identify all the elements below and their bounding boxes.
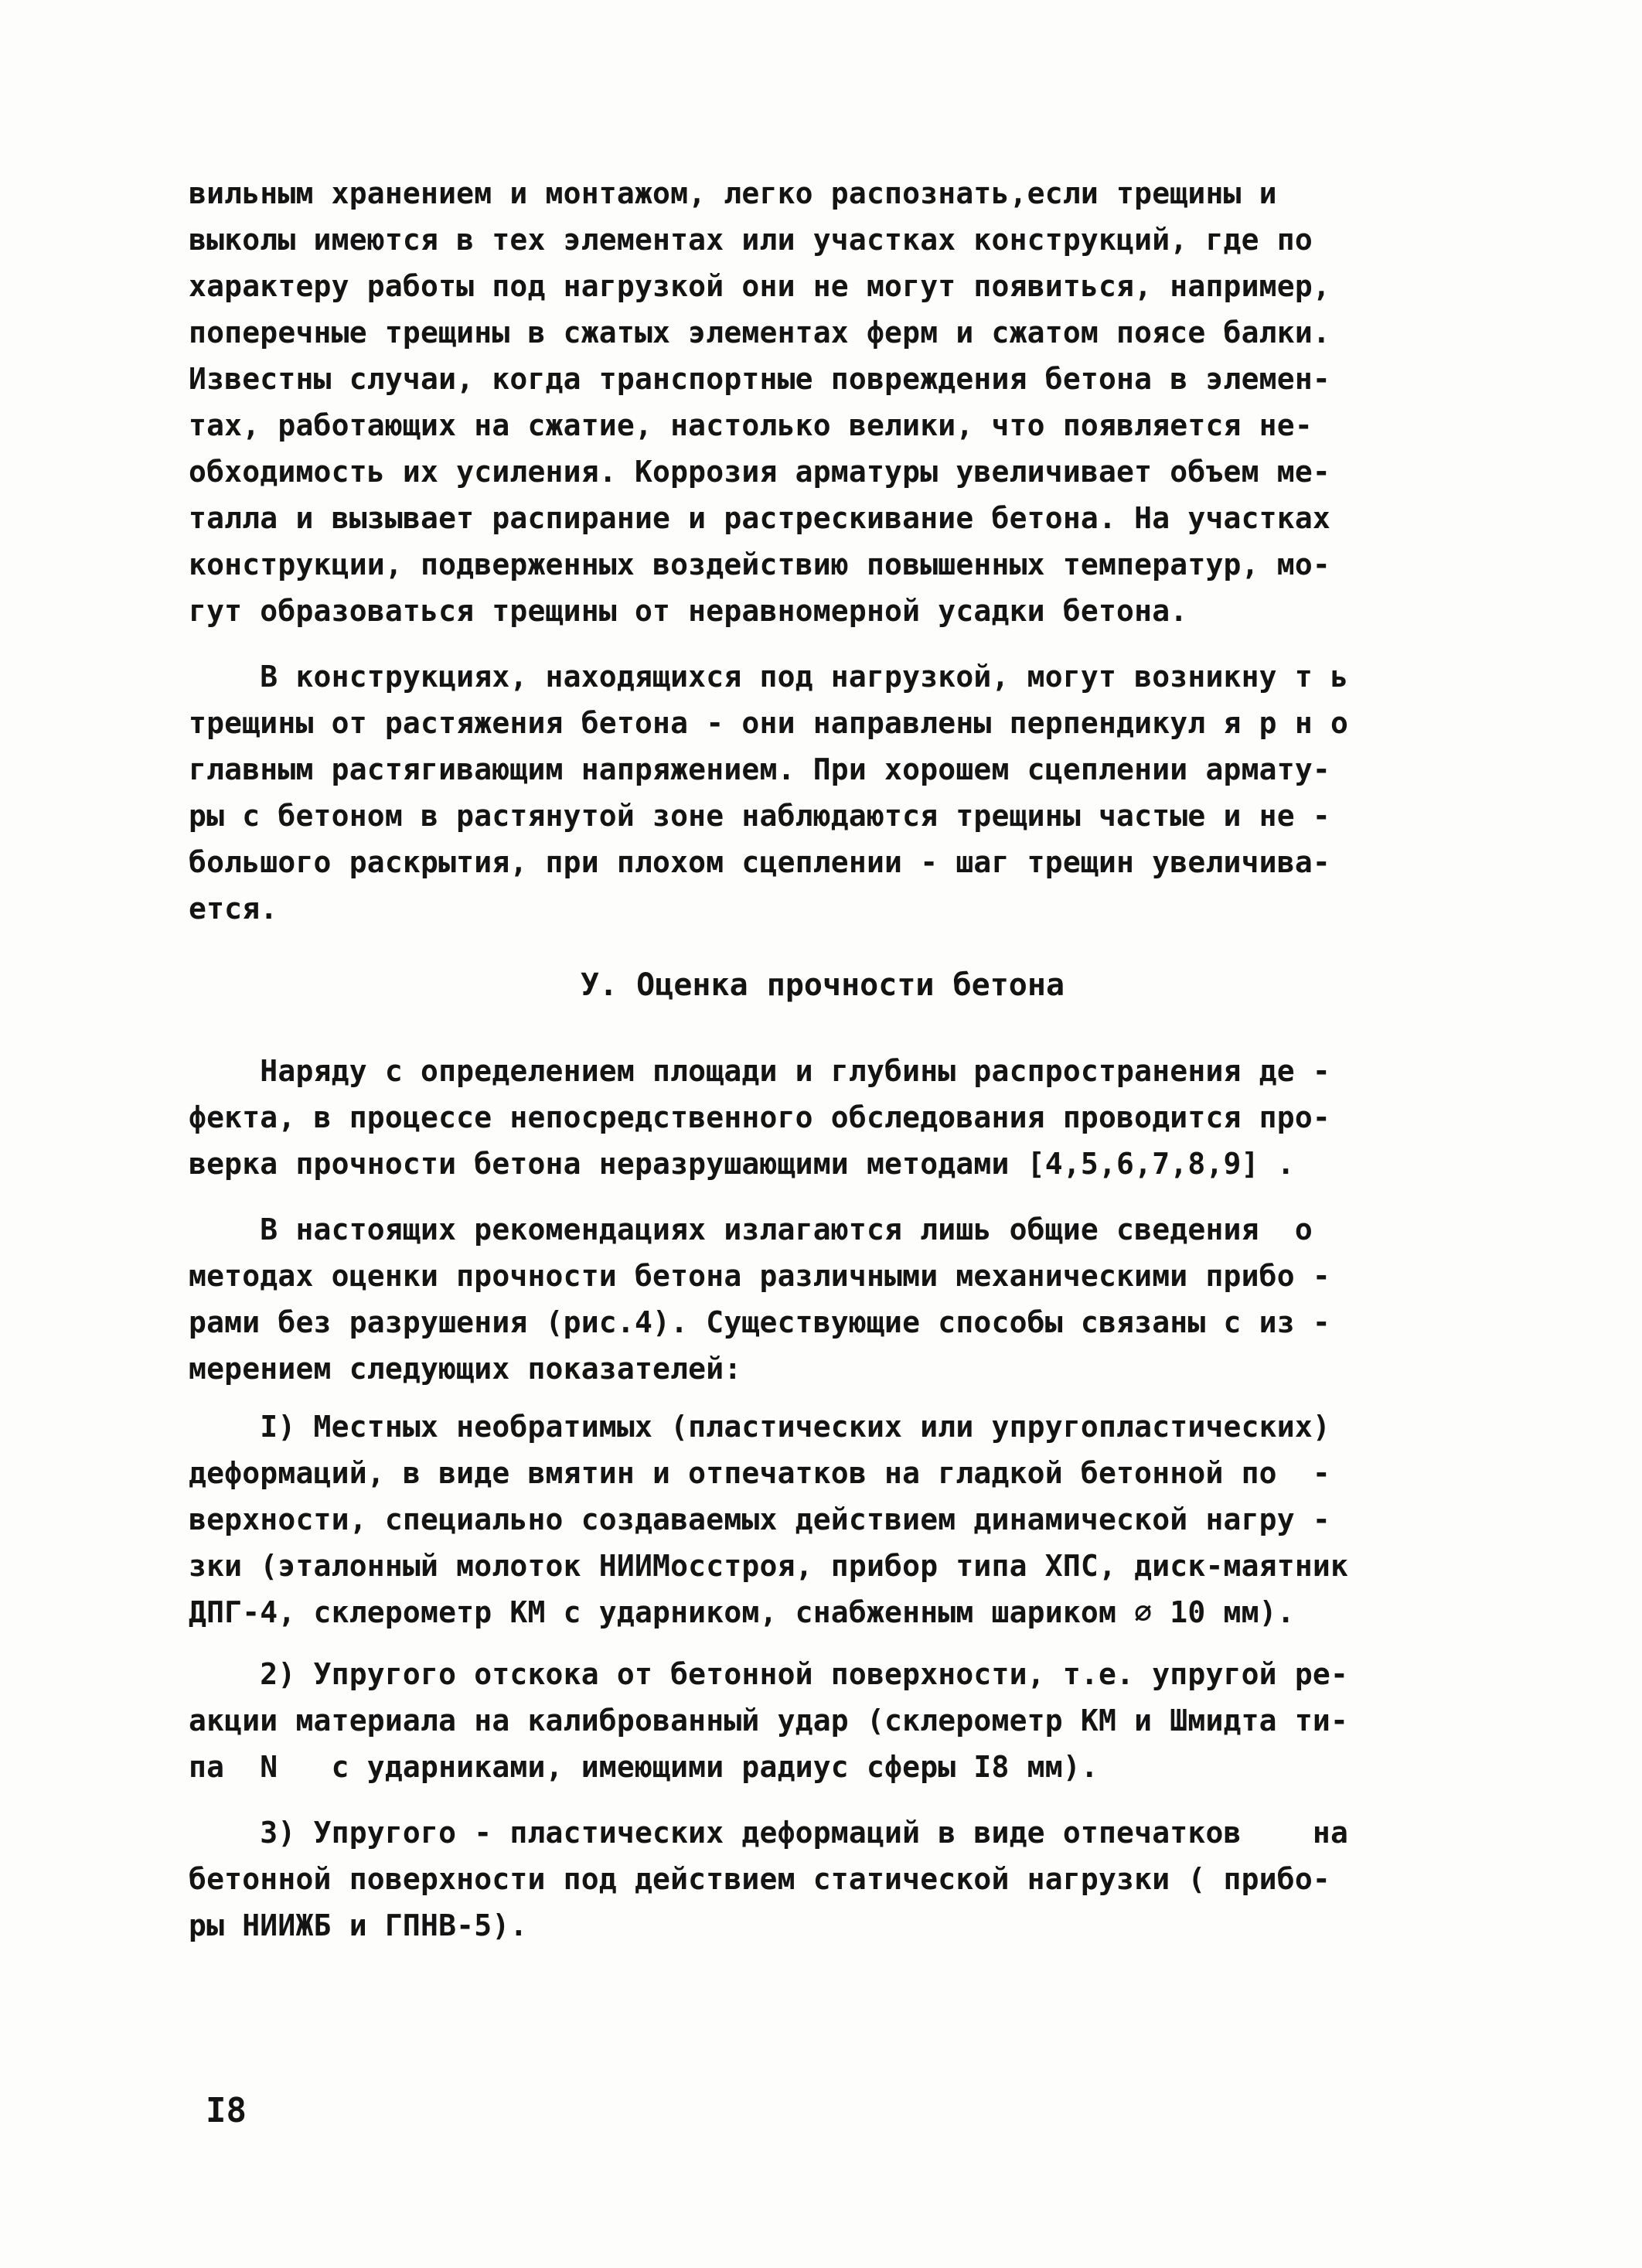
paragraph-6 — [189, 1651, 1456, 1790]
text-line: 2) Упругого отскока от бетонной поверхности, т.е. упругой ре- — [189, 1657, 1349, 1691]
text-line: I) Местных необратимых (пластических или упругопластических) — [189, 1410, 1330, 1444]
text-line: 3) Упругого - пластических деформаций в виде отпечатков на — [189, 1816, 1349, 1850]
text-line: Наряду с определением площади и глубины распространения де - — [189, 1054, 1330, 1088]
text-line: выколы имеются в тех элементах или участках конструкций, где по — [189, 223, 1313, 257]
text-line: зки (эталонный молоток НИИМосстроя, прибор типа ХПС, диск-маятник — [189, 1549, 1349, 1583]
text-line: ДПГ-4, склерометр КМ с ударником, снабженным шариком ∅ 10 мм). — [189, 1595, 1295, 1629]
text-line: поперечные трещины в сжатых элементах ферм и сжатом поясе балки. — [189, 315, 1330, 350]
text-line: верка прочности бетона неразрушающими методами [4,5,6,7,8,9] . — [189, 1147, 1295, 1181]
text-line: мерением следующих показателей: — [189, 1352, 742, 1386]
page-number: I8 — [206, 2091, 247, 2130]
text-line: В конструкциях, находящихся под нагрузкой, могут возникну т ь — [189, 660, 1349, 694]
text-line: ры НИИЖБ и ГПНВ-5). — [189, 1908, 528, 1942]
text-line: главным растягивающим напряжением. При хорошем сцеплении армату- — [189, 752, 1330, 786]
text-line: трещины от растяжения бетона - они направлены перпендикул я р н о — [189, 706, 1349, 740]
text-line: деформаций, в виде вмятин и отпечатков на гладкой бетонной по - — [189, 1456, 1330, 1490]
paragraph-1 — [189, 170, 1456, 634]
text-line: большого раскрытия, при плохом сцеплении - шаг трещин увеличива- — [189, 845, 1330, 879]
text-line: В настоящих рекомендациях излагаются лишь общие сведения о — [189, 1212, 1313, 1247]
text-line: вильным хранением и монтажом, легко распознать,если трещины и — [189, 176, 1277, 210]
text-line: обходимость их усиления. Коррозия арматуры увеличивает объем ме- — [189, 455, 1330, 489]
text-line: конструкции, подверженных воздействию повышенных температур, мо- — [189, 547, 1330, 581]
text-line: рами без разрушения (рис.4). Существующие способы связаны с из - — [189, 1305, 1330, 1339]
text-line: ры с бетоном в растянутой зоне наблюдаются трещины частые и не - — [189, 799, 1330, 833]
section-heading: У. Оценка прочности бетона — [580, 967, 1065, 1003]
text-line: Известны случаи, когда транспортные повреждения бетона в элемен- — [189, 362, 1330, 396]
paragraph-4 — [189, 1206, 1456, 1392]
text-line: талла и вызывает распирание и растрескивание бетона. На участках — [189, 501, 1330, 535]
text-line: верхности, специально создаваемых действием динамической нагру - — [189, 1502, 1330, 1536]
text-line: бетонной поверхности под действием статической нагрузки ( прибо- — [189, 1862, 1330, 1896]
text-line: методах оценки прочности бетона различными механическими прибо - — [189, 1259, 1330, 1293]
text-line: гут образоваться трещины от неравномерной усадки бетона. — [189, 594, 1188, 628]
paragraph-2 — [189, 653, 1456, 932]
paragraph-3 — [189, 1048, 1456, 1187]
text-line: тах, работающих на сжатие, настолько велики, что появляется не- — [189, 408, 1313, 442]
text-line: па N с ударниками, имеющими радиус сферы I8 мм). — [189, 1750, 1099, 1784]
text-line: акции материала на калиброванный удар (склерометр КМ и Шмидта ти- — [189, 1704, 1349, 1738]
text-line: фекта, в процессе непосредственного обследования проводится про- — [189, 1100, 1330, 1134]
paragraph-5 — [189, 1403, 1456, 1635]
text-line: ется. — [189, 892, 278, 926]
paragraph-7 — [189, 1809, 1456, 1949]
text-line: характеру работы под нагрузкой они не могут появиться, например, — [189, 269, 1330, 303]
